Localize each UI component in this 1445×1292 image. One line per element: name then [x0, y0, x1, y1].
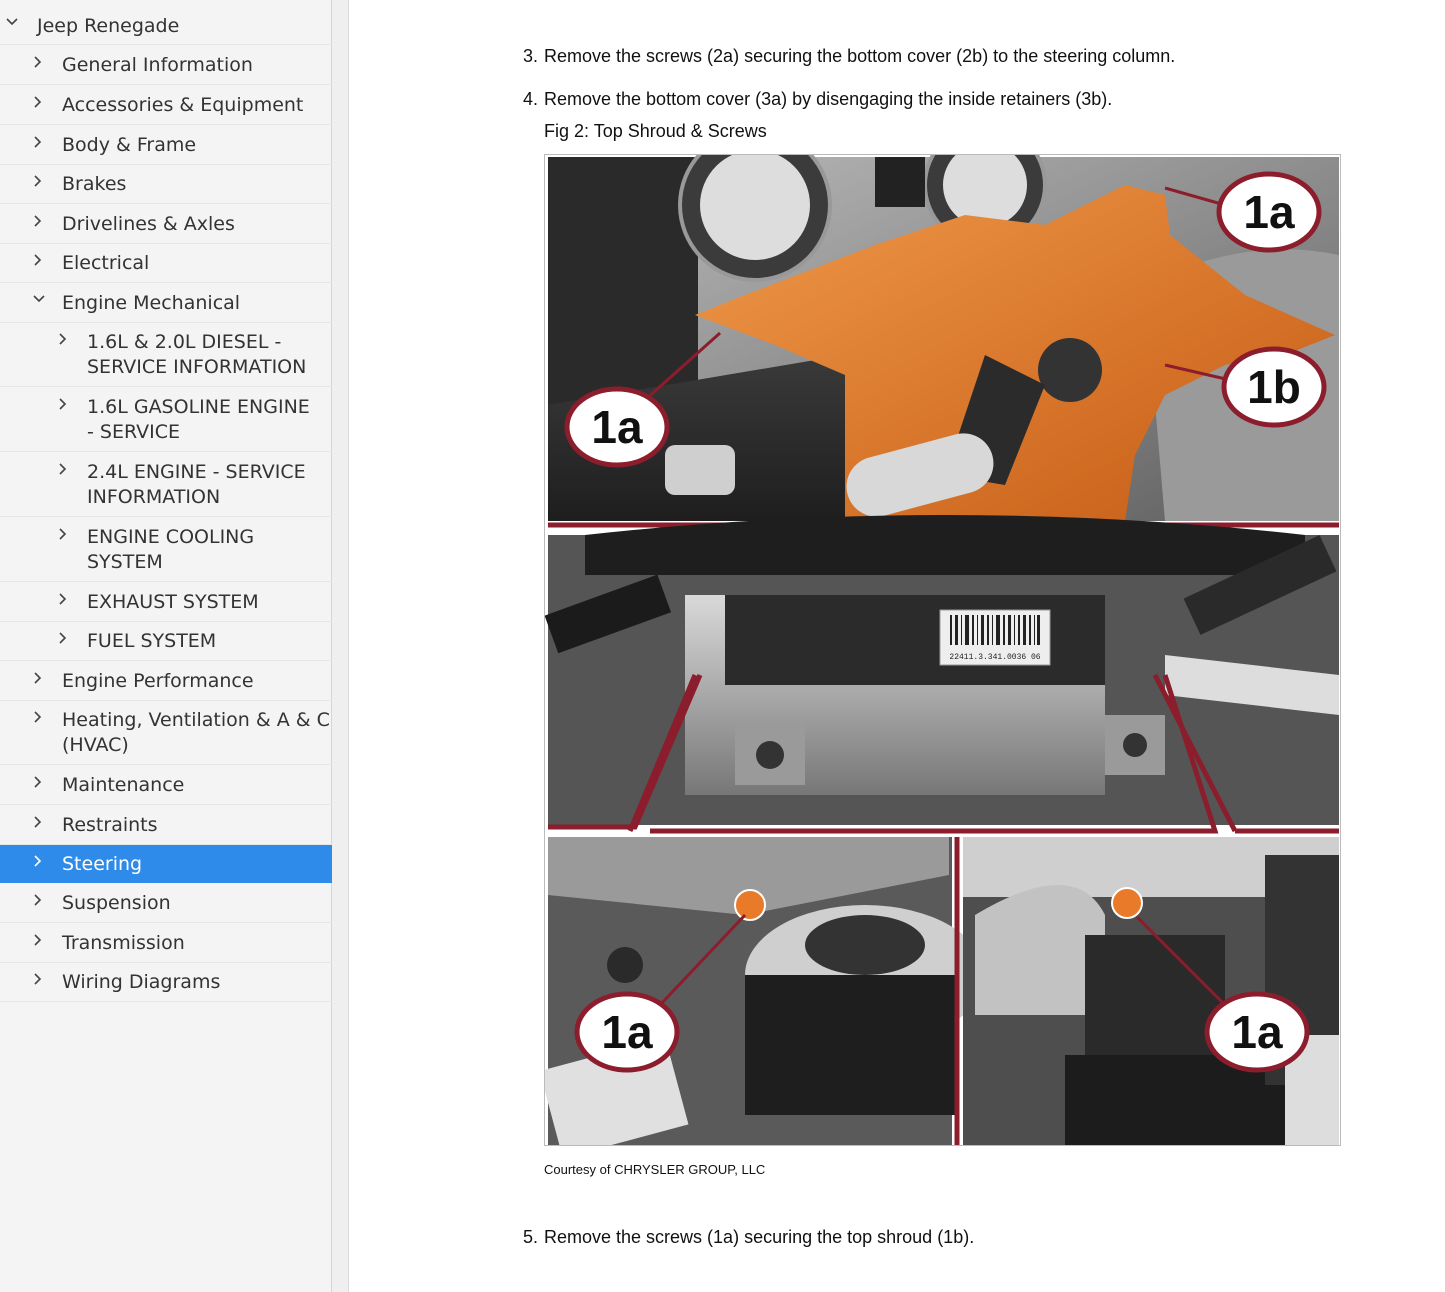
- chevron-right-icon[interactable]: [58, 398, 72, 410]
- sidebar-item-label: [62, 172, 126, 197]
- step-number: 3.: [523, 46, 539, 66]
- sidebar-item-label: [87, 460, 306, 510]
- step-5: [523, 1226, 974, 1248]
- callout-1a-left: [567, 389, 667, 465]
- chevron-right-icon[interactable]: [33, 215, 47, 227]
- label-line-2: - SERVICE: [87, 421, 180, 443]
- step-3: [523, 45, 1175, 67]
- panel-middle: [545, 515, 1339, 825]
- sidebar-item-label: [62, 291, 240, 316]
- panel-bottom-right: [963, 837, 1339, 1145]
- svg-text:1a: 1a: [1243, 186, 1295, 238]
- sidebar-item-label: [62, 708, 330, 758]
- sidebar-item-wiring-diagrams[interactable]: [0, 963, 332, 1002]
- callout-1a-bottom-right: [1207, 994, 1307, 1070]
- label-line-2: SYSTEM: [87, 551, 163, 573]
- chevron-right-icon[interactable]: [58, 333, 72, 345]
- step-text: Remove the screws (1a) securing the top shroud (1b).: [544, 1227, 975, 1247]
- sidebar-item-general-information[interactable]: [0, 46, 332, 85]
- chevron-right-icon[interactable]: [33, 894, 47, 906]
- barcode-text: 22411.3.341.0036 06: [949, 653, 1041, 662]
- callout-1b: [1224, 349, 1324, 425]
- label-line-1: Body & Frame: [62, 134, 197, 156]
- sidebar-item-label: [62, 852, 142, 877]
- sidebar-item-label: [62, 773, 184, 798]
- sidebar-item-label: [87, 330, 306, 380]
- label-line-2: INFORMATION: [87, 486, 221, 508]
- chevron-right-icon[interactable]: [58, 463, 72, 475]
- chevron-down-icon[interactable]: [33, 294, 47, 304]
- sidebar-item-1-6l-2-0l-diesel[interactable]: [0, 323, 332, 387]
- sidebar-item-maintenance[interactable]: [0, 766, 332, 805]
- sidebar-item-label: [37, 14, 179, 39]
- sidebar-item-label: [62, 133, 196, 158]
- label-line-1: ENGINE COOLING: [87, 526, 255, 548]
- svg-text:1a: 1a: [601, 1006, 653, 1058]
- chevron-right-icon[interactable]: [33, 711, 47, 723]
- sidebar-item-label: [62, 669, 254, 694]
- screw-highlight: [1112, 888, 1142, 918]
- figure-illustration: [545, 155, 1341, 1146]
- figure-top-shroud-screws: [544, 154, 1341, 1146]
- label-line-1: 2.4L ENGINE - SERVICE: [87, 461, 306, 483]
- sidebar-item-fuel-system[interactable]: [0, 622, 332, 661]
- sidebar-item-exhaust-system[interactable]: [0, 583, 332, 622]
- sidebar-item-1-6l-gasoline-engine[interactable]: [0, 388, 332, 452]
- chevron-right-icon[interactable]: [58, 593, 72, 605]
- label-line-1: EXHAUST SYSTEM: [87, 591, 259, 613]
- step-number: 4.: [523, 89, 539, 109]
- sidebar-item-drivelines-axles[interactable]: [0, 205, 332, 244]
- chevron-right-icon[interactable]: [33, 672, 47, 684]
- chevron-right-icon[interactable]: [33, 56, 47, 68]
- label-line-1: 1.6L & 2.0L DIESEL -: [87, 331, 282, 353]
- sidebar-item-label: [62, 891, 171, 916]
- label-line-1: Brakes: [62, 173, 127, 195]
- sidebar-item-label: [62, 212, 235, 237]
- label-line-2: (HVAC): [62, 734, 129, 756]
- svg-text:1a: 1a: [1231, 1006, 1283, 1058]
- label-line-1: Engine Performance: [62, 670, 254, 692]
- label-line-1: Wiring Diagrams: [62, 971, 221, 993]
- chevron-down-icon[interactable]: [6, 17, 20, 27]
- sidebar-item-label: [62, 93, 303, 118]
- sidebar-item-heating-ventilation-a-c[interactable]: [0, 701, 332, 765]
- sidebar-item-steering[interactable]: [0, 845, 332, 883]
- chevron-right-icon[interactable]: [33, 136, 47, 148]
- callout-1a-bottom-left: [577, 994, 677, 1070]
- sidebar-item-restraints[interactable]: [0, 806, 332, 845]
- svg-text:1a: 1a: [591, 401, 643, 453]
- sidebar-item-suspension[interactable]: [0, 884, 332, 923]
- label-line-1: Maintenance: [62, 774, 185, 796]
- step-4: [523, 88, 1112, 110]
- svg-text:1b: 1b: [1247, 361, 1301, 413]
- sidebar-item-electrical[interactable]: [0, 244, 332, 283]
- sidebar-item-body-frame[interactable]: [0, 126, 332, 165]
- figure-courtesy: Courtesy of CHRYSLER GROUP, LLC: [544, 1162, 766, 1177]
- sidebar-item-label: [87, 525, 254, 575]
- label-line-1: Steering: [62, 853, 143, 875]
- label-line-1: Drivelines & Axles: [62, 213, 235, 235]
- label-line-1: Accessories & Equipment: [62, 94, 304, 116]
- step-number: 5.: [523, 1227, 539, 1247]
- chevron-right-icon[interactable]: [58, 632, 72, 644]
- chevron-right-icon[interactable]: [33, 816, 47, 828]
- sidebar-item-label: [87, 395, 310, 445]
- chevron-right-icon[interactable]: [33, 855, 47, 867]
- chevron-right-icon[interactable]: [33, 254, 47, 266]
- label-line-1: Restraints: [62, 814, 158, 836]
- sidebar-item-label: [62, 970, 220, 995]
- figure-caption: Fig 2: Top Shroud & Screws: [544, 121, 767, 141]
- sidebar-item-label: [87, 629, 216, 654]
- sidebar-item-2-4l-engine-service[interactable]: [0, 453, 332, 517]
- sidebar-nav: [0, 0, 332, 1292]
- label-line-1: FUEL SYSTEM: [87, 630, 217, 652]
- screw-highlight: [735, 890, 765, 920]
- chevron-right-icon[interactable]: [33, 96, 47, 108]
- label-line-1: 1.6L GASOLINE ENGINE: [87, 396, 310, 418]
- sidebar-item-label: [62, 813, 158, 838]
- callout-1a-top: [1219, 174, 1319, 250]
- chevron-right-icon[interactable]: [33, 175, 47, 187]
- sidebar-item-jeep-renegade[interactable]: [0, 7, 332, 45]
- label-line-1: General Information: [62, 54, 253, 76]
- label-line-1: Jeep Renegade: [37, 15, 180, 37]
- step-text: Remove the screws (2a) securing the bottom cover (2b) to the steering column.: [544, 46, 1176, 66]
- label-line-1: Transmission: [62, 932, 185, 954]
- pane-splitter[interactable]: [332, 0, 349, 1292]
- sidebar-item-accessories-equipment[interactable]: [0, 86, 332, 125]
- sidebar-item-transmission[interactable]: [0, 924, 332, 963]
- sidebar-item-brakes[interactable]: [0, 165, 332, 204]
- step-text: Remove the bottom cover (3a) by disengaging the inside retainers (3b).: [544, 89, 1113, 109]
- label-line-1: Heating, Ventilation & A & C: [62, 709, 330, 731]
- sidebar-item-label: [62, 251, 149, 276]
- label-line-1: Suspension: [62, 892, 171, 914]
- label-line-1: Engine Mechanical: [62, 292, 241, 314]
- chevron-right-icon[interactable]: [33, 934, 47, 946]
- sidebar-item-engine-mechanical[interactable]: [0, 284, 332, 323]
- label-line-2: SERVICE INFORMATION: [87, 356, 307, 378]
- sidebar-item-engine-cooling[interactable]: [0, 518, 332, 582]
- sidebar-item-label: [62, 53, 253, 78]
- chevron-right-icon[interactable]: [58, 528, 72, 540]
- sidebar-item-engine-performance[interactable]: [0, 662, 332, 701]
- sidebar-item-label: [62, 931, 185, 956]
- chevron-right-icon[interactable]: [33, 973, 47, 985]
- sidebar-item-label: [87, 590, 259, 615]
- chevron-right-icon[interactable]: [33, 776, 47, 788]
- label-line-1: Electrical: [62, 252, 150, 274]
- panel-bottom-left: [545, 837, 985, 1146]
